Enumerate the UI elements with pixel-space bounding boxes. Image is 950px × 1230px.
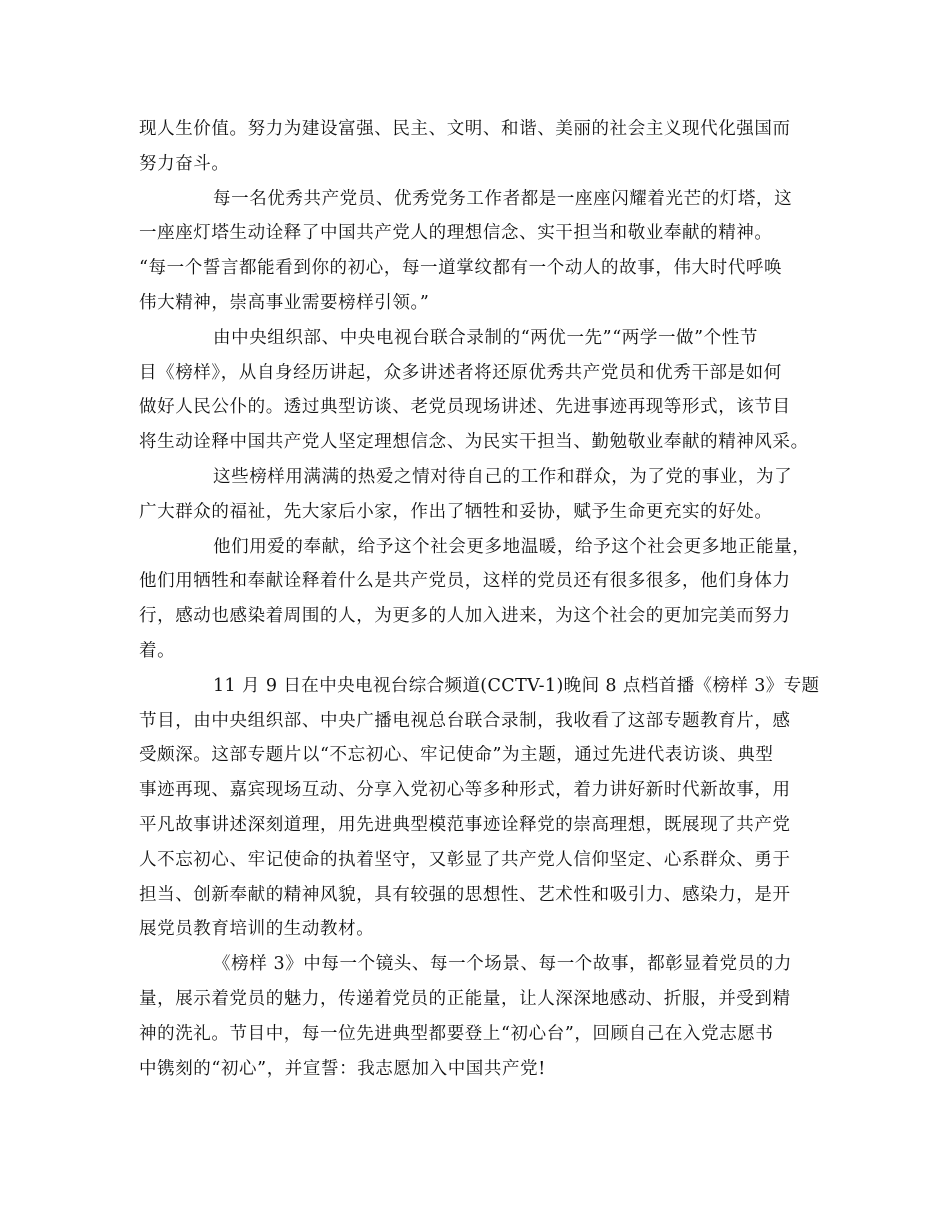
text-line: 做好人民公仆的。透过典型访谈、老党员现场讲述、先进事迹再现等形式，该节目 [139, 397, 791, 418]
text-line: 量，展示着党员的魅力，传递着党员的正能量，让人深深地感动、折服，并受到精 [139, 988, 791, 1009]
text-line: 展党员教育培训的生动教材。 [139, 919, 375, 940]
text-line: 担当、创新奉献的精神风貌，具有较强的思想性、艺术性和吸引力、感染力，是开 [139, 884, 791, 905]
text-line: 节目，由中央组织部、中央广播电视总台联合录制，我收看了这部专题教育片，感 [139, 710, 791, 731]
paragraph-start-line: 11 月 9 日在中央电视台综合频道(CCTV-1)晚间 8 点档首播《榜样 3》专题 [213, 675, 820, 696]
paragraph-start-line: 这些榜样用满满的热爱之情对待自己的工作和群众，为了党的事业，为了 [213, 466, 793, 487]
text-line: 伟大精神，崇高事业需要榜样引领。” [139, 292, 430, 313]
text-line: 他们用牺牲和奉献诠释着什么是共产党员，这样的党员还有很多很多，他们身体力 [139, 571, 791, 592]
paragraph-start-line: 由中央组织部、中央电视台联合录制的“两优一先”“两学一做”个性节 [213, 327, 758, 348]
text-line: 现人生价值。努力为建设富强、民主、文明、和谐、美丽的社会主义现代化强国而 [139, 119, 791, 139]
paragraph-start-line: 《榜样 3》中每一个镜头、每一个场景、每一个故事，都彰显着党员的力 [213, 954, 792, 975]
text-line: 神的洗礼。节目中，每一位先进典型都要登上“初心台”，回顾自己在入党志愿书 [139, 1023, 774, 1044]
text-line: 目《榜样》，从自身经历讲起，众多讲述者将还原优秀共产党员和优秀干部是如何 [139, 362, 782, 383]
document-body [139, 112, 819, 1086]
text-line: 一座座灯塔生动诠释了中国共产党人的理想信念、实干担当和敬业奉献的精神。 [139, 223, 773, 244]
text-line: 将生动诠释中国共产党人坚定理想信念、为民实干担当、勤勉敬业奉献的精神风采。 [139, 432, 809, 453]
paragraph-start-line: 他们用爱的奉献，给予这个社会更多地温暖，给予这个社会更多地正能量， [213, 536, 811, 557]
paragraph-start-line: 每一名优秀共产党员、优秀党务工作者都是一座座闪耀着光芒的灯塔，这 [213, 188, 793, 209]
text-line: 人不忘初心、牢记使命的执着坚守，又彰显了共产党人信仰坚定、心系群众、勇于 [139, 849, 791, 870]
text-line: 事迹再现、嘉宾现场互动、分享入党初心等多种形式，着力讲好新时代新故事，用 [139, 780, 791, 801]
text-line: 行，感动也感染着周围的人，为更多的人加入进来，为这个社会的更加完美而努力 [139, 606, 791, 627]
text-line: 着。 [139, 640, 176, 661]
text-line: 受颇深。这部专题片以“不忘初心、牢记使命”为主题，通过先进代表访谈、典型 [139, 745, 774, 766]
text-line: 广大群众的福祉，先大家后小家，作出了牺牲和妥协，赋予生命更充实的好处。 [139, 501, 773, 522]
text-line: 中镌刻的“初心”，并宣誓：我志愿加入中国共产党! [139, 1058, 546, 1079]
text-line: “每一个誓言都能看到你的初心，每一道掌纹都有一个动人的故事，伟大时代呼唤 [139, 258, 783, 279]
text-line: 努力奋斗。 [139, 153, 230, 174]
text-line: 平凡故事讲述深刻道理，用先进典型模范事迹诠释党的崇高理想，既展现了共产党 [139, 814, 791, 835]
